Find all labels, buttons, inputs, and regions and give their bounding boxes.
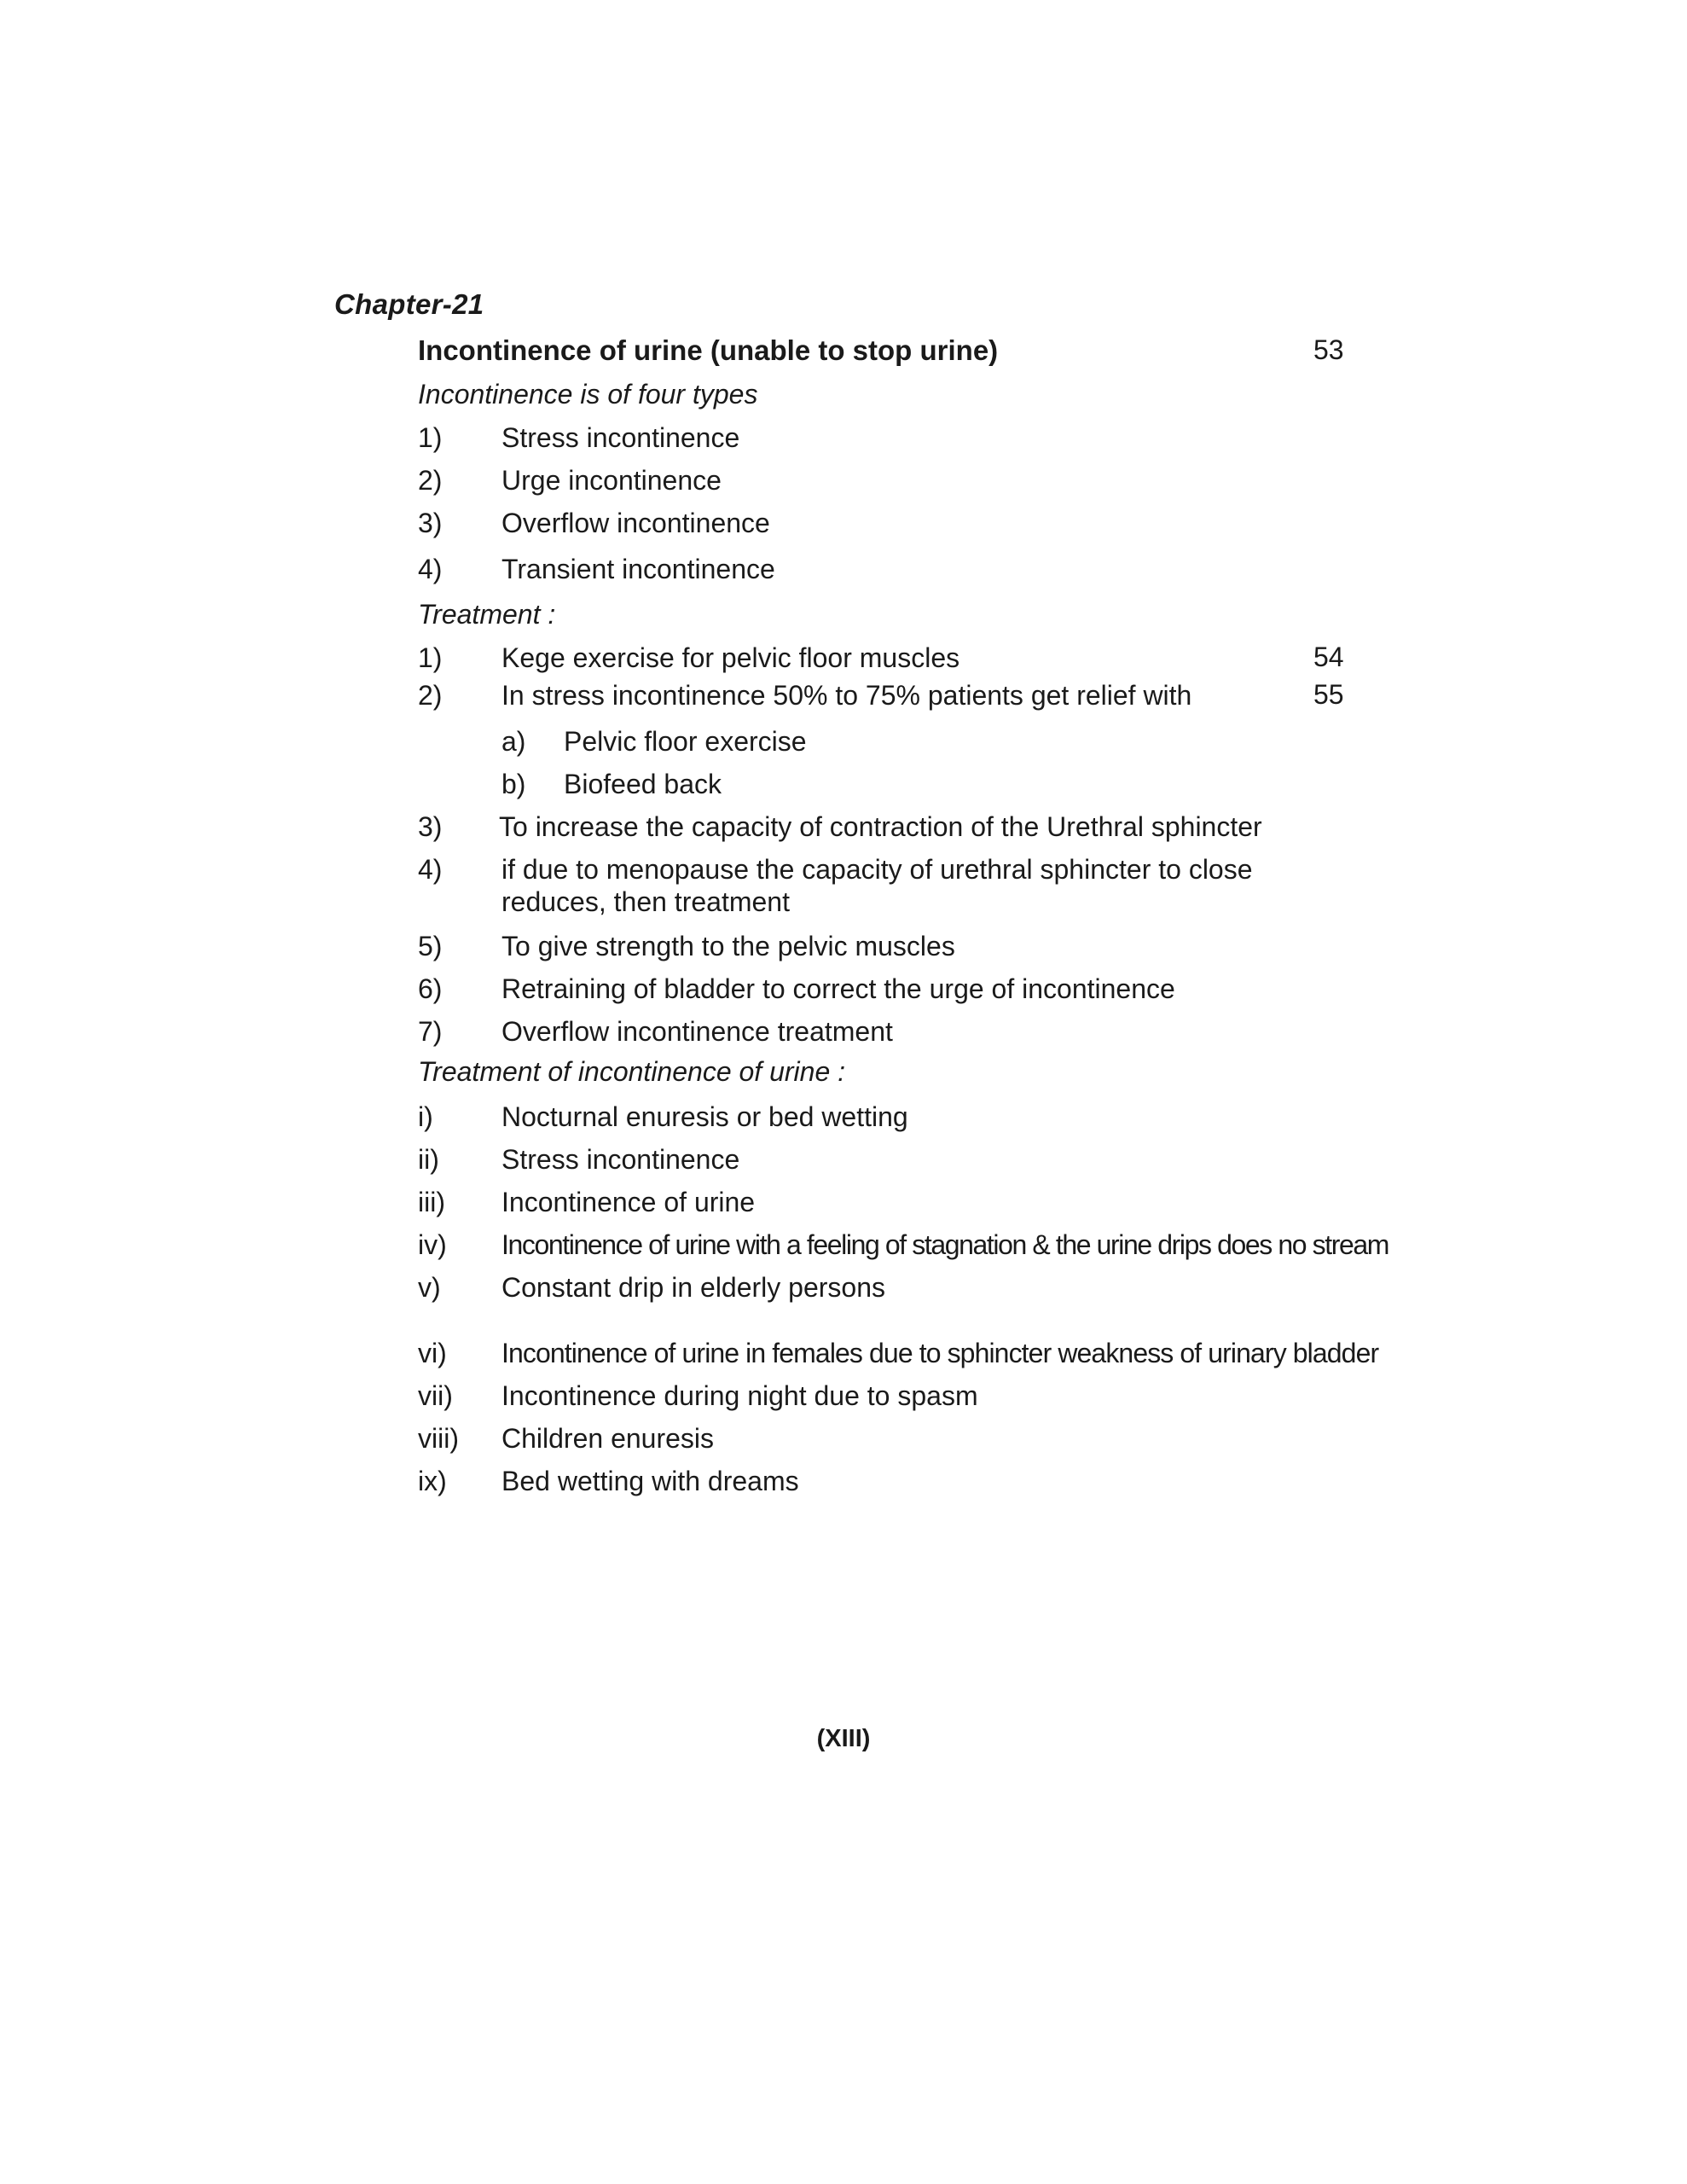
section-title: Incontinence of urine (unable to stop urine) xyxy=(418,334,999,366)
list-text: In stress incontinence 50% to 75% patients get relief with xyxy=(501,680,1192,711)
list-number: 5) xyxy=(418,931,443,961)
list-number: viii) xyxy=(418,1423,459,1454)
sub-list-text: Pelvic floor exercise xyxy=(564,726,807,757)
page-reference: 55 xyxy=(1313,679,1344,710)
list-text: Kege exercise for pelvic floor muscles xyxy=(501,642,960,673)
list-number: ix) xyxy=(418,1466,447,1496)
page-number-footer: (XIII) xyxy=(816,1725,871,1752)
list-text: Stress incontinence xyxy=(501,1144,740,1175)
chapter-label: Chapter-21 xyxy=(334,288,484,320)
page-reference: 53 xyxy=(1313,334,1344,365)
list-text: Children enuresis xyxy=(501,1423,715,1454)
list-number: 4) xyxy=(418,854,443,885)
list-text: Constant drip in elderly persons xyxy=(501,1272,886,1303)
treatment-heading: Treatment : xyxy=(418,599,556,630)
list-number: 2) xyxy=(418,465,443,496)
list-text: Stress incontinence xyxy=(501,422,740,453)
list-number: 1) xyxy=(418,422,443,453)
list-text: Retraining of bladder to correct the urge of incontinence xyxy=(501,973,1175,1004)
list-number: 2) xyxy=(418,680,443,711)
types-heading: Incontinence is of four types xyxy=(418,379,758,410)
list-number: v) xyxy=(418,1272,441,1303)
list-number: vii) xyxy=(418,1380,453,1411)
list-number: 7) xyxy=(418,1016,443,1047)
list-text: Incontinence of urine in females due to sphincter weakness of urinary bladder xyxy=(501,1338,1379,1368)
list-text: Overflow incontinence xyxy=(501,508,770,538)
list-number: 3) xyxy=(418,508,443,538)
list-text: Overflow incontinence treatment xyxy=(501,1016,893,1047)
list-text: Transient incontinence xyxy=(501,554,775,584)
list-number: 6) xyxy=(418,973,443,1004)
list-text: To give strength to the pelvic muscles xyxy=(501,931,955,961)
list-number: 1) xyxy=(418,642,443,673)
list-text: Urge incontinence xyxy=(501,465,722,496)
page-reference: 54 xyxy=(1313,642,1344,672)
list-text: Bed wetting with dreams xyxy=(501,1466,799,1496)
list-number: iv) xyxy=(418,1229,447,1260)
list-number: 4) xyxy=(418,554,443,584)
sub-list-text: Biofeed back xyxy=(564,769,722,799)
list-text: To increase the capacity of contraction of the Urethral sphincter xyxy=(499,811,1262,842)
list-text: Incontinence of urine with a feeling of stagnation & the urine drips does no stream xyxy=(501,1229,1389,1260)
list-text: Incontinence of urine xyxy=(501,1187,756,1217)
list-number: i) xyxy=(418,1101,433,1132)
sub-list-letter: b) xyxy=(501,769,526,799)
list-text: if due to menopause the capacity of urethral sphincter to close reduces, then treatment xyxy=(501,854,1253,917)
list-number: ii) xyxy=(418,1144,439,1175)
list-number: 3) xyxy=(418,811,443,842)
list-number: vi) xyxy=(418,1338,447,1368)
urine-treatment-heading: Treatment of incontinence of urine : xyxy=(418,1056,846,1087)
list-text: Incontinence during night due to spasm xyxy=(501,1380,978,1411)
list-number: iii) xyxy=(418,1187,445,1217)
list-text: Nocturnal enuresis or bed wetting xyxy=(501,1101,908,1132)
sub-list-letter: a) xyxy=(501,726,526,757)
